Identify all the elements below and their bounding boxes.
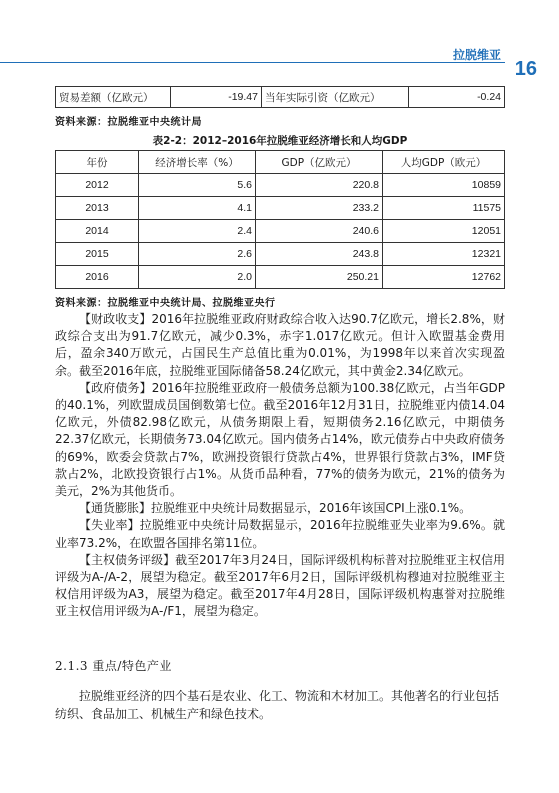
cell-year: 2015 — [56, 243, 139, 266]
paragraph-inflation: 【通货膨胀】拉脱维亚中央统计局数据显示，2016年该国CPI上涨0.1%。 — [79, 501, 472, 516]
cell-gdp-per-capita: 10859 — [383, 174, 505, 197]
cell-growth: 2.0 — [139, 266, 256, 289]
page-number: 16 — [514, 58, 537, 80]
section-body — [55, 687, 505, 723]
source-note-2: 资料来源：拉脱维亚中央统计局、拉脱维亚央行 — [55, 298, 276, 309]
col-header-gdp: GDP（亿欧元） — [256, 151, 383, 174]
cell-gdp-per-capita: 11575 — [383, 197, 505, 220]
fdi-value: -0.24 — [409, 87, 505, 108]
cell-year: 2014 — [56, 220, 139, 243]
col-header-year: 年份 — [56, 151, 139, 174]
table-header-row — [56, 151, 505, 174]
cell-gdp: 250.21 — [256, 266, 383, 289]
paragraph-industries: 拉脱维亚经济的四个基石是农业、化工、物流和木材加工。其他著名的行业包括纺织、食品加工、机械生产和绿色技术。 — [55, 689, 500, 721]
cell-gdp-per-capita: 12762 — [383, 266, 505, 289]
table-row — [56, 174, 505, 197]
cell-gdp-per-capita: 12321 — [383, 243, 505, 266]
paragraph-rating: 【主权债务评级】截至2017年3月24日，国际评级机构标普对拉脱维亚主权信用评级为A-/A-2，展望为稳定。截至2017年6月2日，国际评级机构穆迪对拉脱维亚主权信用评级为A3，展望为稳定。截至2017年4月28日，国际评级机构惠誉对拉脱维亚主权信用评级为A-/F1，展望为稳定。 — [55, 552, 505, 619]
cell-growth: 5.6 — [139, 174, 256, 197]
cell-growth: 2.6 — [139, 243, 256, 266]
table-row — [56, 220, 505, 243]
table-caption: 表2-2：2012–2016年拉脱维亚经济增长和人均GDP — [152, 135, 408, 147]
body-paragraphs — [55, 311, 505, 621]
trade-table — [55, 86, 505, 108]
source-note-1: 资料来源：拉脱维亚中央统计局 — [55, 117, 202, 128]
table-row — [56, 243, 505, 266]
header-rule — [0, 44, 505, 63]
cell-gdp: 233.2 — [256, 197, 383, 220]
paragraph-fiscal: 【财政收支】2016年拉脱维亚政府财政综合收入达90.7亿欧元，增长2.8%，财政综合支出为91.7亿欧元，减少0.3%，赤字1.017亿欧元。但计入欧盟基金费用后，盈余340万欧元，占国民生产总值比重为0.01%，为1998年以来首次实现盈余。截至2016年底，拉脱维亚国际储备58.24亿欧元，其中黄金2.34亿欧元。 — [55, 312, 505, 378]
cell-gdp: 243.8 — [256, 243, 383, 266]
fdi-label: 当年实际引资（亿欧元） — [262, 87, 409, 108]
paragraph-unemployment: 【失业率】拉脱维亚中央统计局数据显示，2016年拉脱维亚失业率为9.6%。就业率73.2%，在欧盟各国排名第11位。 — [55, 518, 505, 550]
trade-balance-value: -19.47 — [171, 87, 262, 108]
cell-gdp-per-capita: 12051 — [383, 220, 505, 243]
gdp-table — [55, 150, 505, 289]
table-row — [56, 87, 505, 108]
cell-growth: 2.4 — [139, 220, 256, 243]
cell-growth: 4.1 — [139, 197, 256, 220]
cell-gdp: 240.6 — [256, 220, 383, 243]
cell-gdp: 220.8 — [256, 174, 383, 197]
paragraph-debt: 【政府债务】2016年拉脱维亚政府一般债务总额为100.38亿欧元，占当年GDP的40.1%，列欧盟成员国倒数第七位。截至2016年12月31日，拉脱维亚内债14.04亿欧元，外债82.98亿欧元，从债务期限上看，短期债务2.16亿欧元，中期债务22.37亿欧元，长期债务73.04亿欧元。国内债务占14%，欧元债券占中央政府债务的69%，欧委会贷款占7%，欧洲投资银行贷款占4%，世界银行贷款占3%，IMF贷款占2%，北欧投资银行占1%。从货币品种看，77%的债务为欧元，21%的债务为美元，2%为其他货币。 — [55, 380, 505, 499]
table-row — [56, 197, 505, 220]
trade-balance-label: 贸易差额（亿欧元） — [56, 87, 171, 108]
section-heading: 2.1.3 重点/特色产业 — [55, 659, 172, 673]
cell-year: 2013 — [56, 197, 139, 220]
cell-year: 2016 — [56, 266, 139, 289]
running-header-title: 拉脱维亚 — [452, 48, 501, 62]
cell-year: 2012 — [56, 174, 139, 197]
col-header-growth: 经济增长率（%） — [139, 151, 256, 174]
col-header-gdp-per-capita: 人均GDP（欧元） — [383, 151, 505, 174]
table-row — [56, 266, 505, 289]
